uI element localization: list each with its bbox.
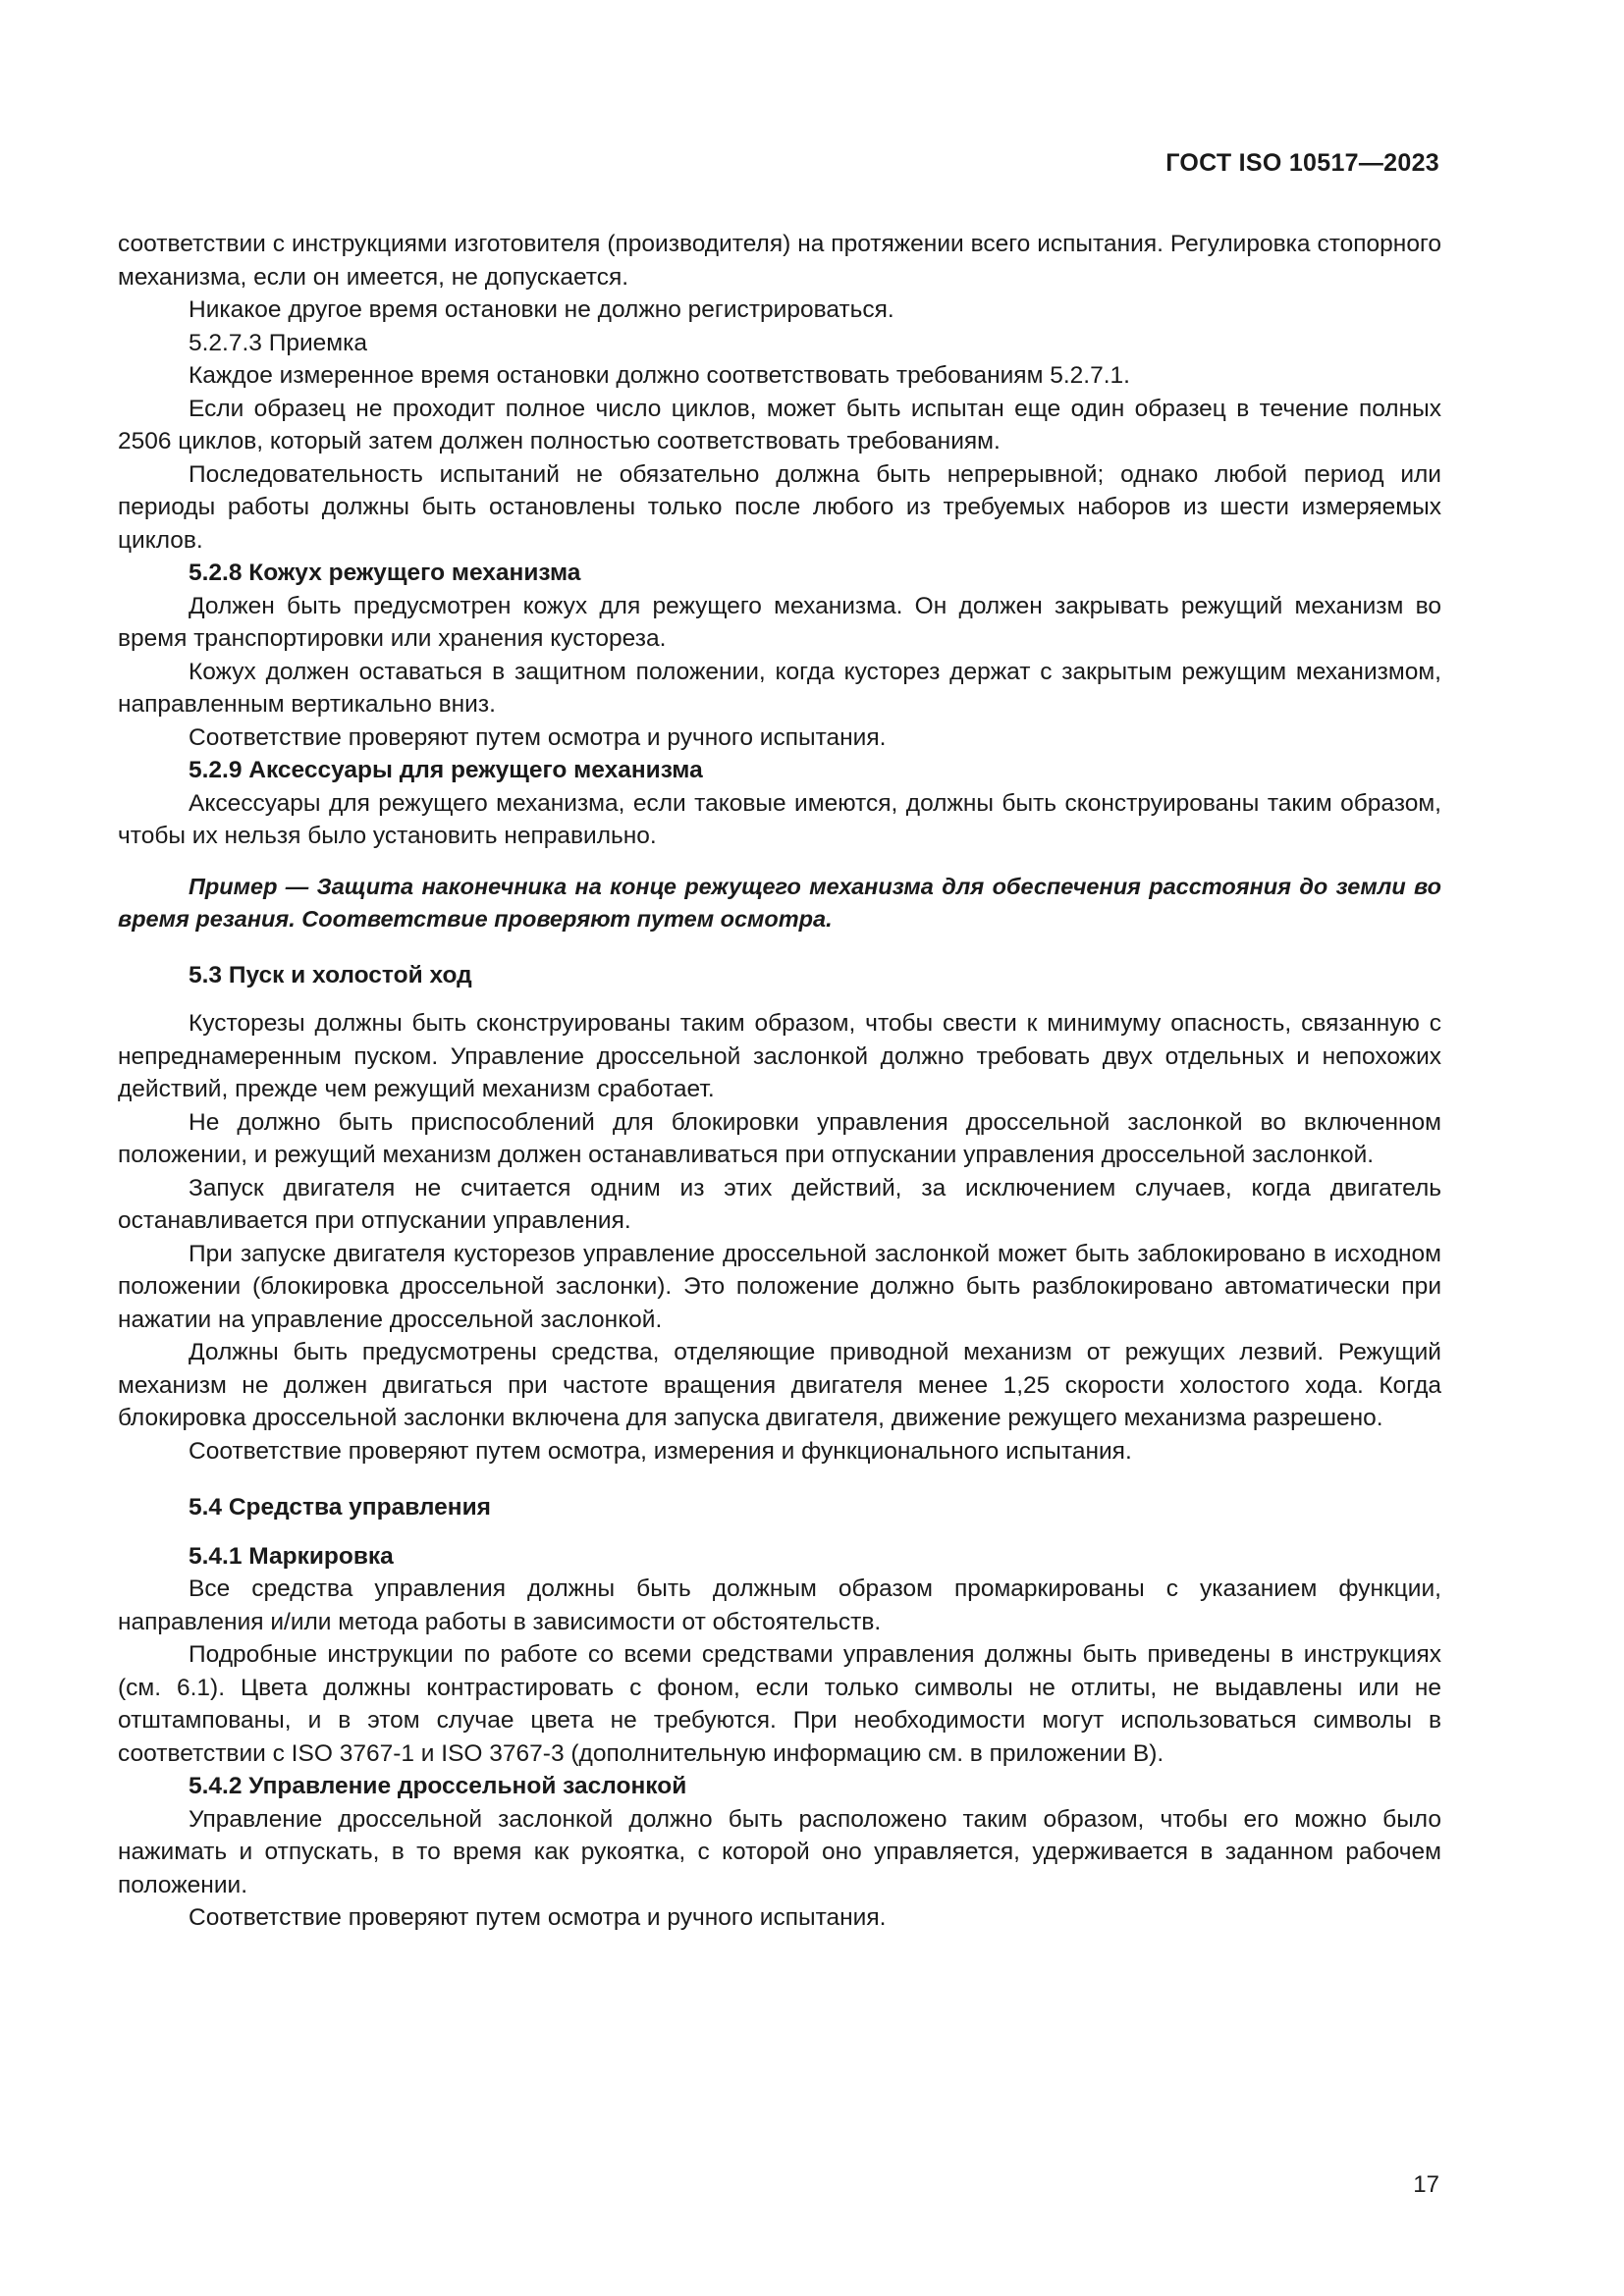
example-note: Пример — Защита наконечника на конце режущего механизма для обеспечения расстояния до земли во время резания. Соответствие проверяют путем осмотра. bbox=[118, 873, 1441, 932]
document-code-header: ГОСТ ISO 10517—2023 bbox=[1165, 149, 1439, 177]
subclause-title-5-2-7-3: 5.2.7.3 Приемка bbox=[189, 329, 368, 356]
paragraph: Запуск двигателя не считается одним из этих действий, за исключением случаев, когда двигатель останавливается при отпускании управления. bbox=[118, 1174, 1441, 1234]
paragraph: Не должно быть приспособлений для блокировки управления дроссельной заслонкой во включенном положении, и режущий механизм должен останавливаться при отпускании управления дроссельной заслонкой. bbox=[118, 1108, 1441, 1168]
paragraph: Должен быть предусмотрен кожух для режущего механизма. Он должен закрывать режущий механизм во время транспортировки или хранения кустореза. bbox=[118, 592, 1441, 652]
paragraph: соответствии с инструкциями изготовителя (производителя) на протяжении всего испытания. Регулировка стопорного механизма, если он имеется, не допускается. bbox=[118, 231, 1441, 291]
section-heading-5-2-8: 5.2.8 Кожух режущего механизма bbox=[189, 560, 581, 586]
paragraph: Управление дроссельной заслонкой должно быть расположено таким образом, чтобы его можно было нажимать и отпускать, в то время как рукоятка, с которой оно управляется, удерживается в заданном рабочем положении. bbox=[118, 1805, 1441, 1898]
paragraph: Аксессуары для режущего механизма, если таковые имеются, должны быть сконструированы таким образом, чтобы их нельзя было установить неправильно. bbox=[118, 789, 1441, 849]
paragraph: Кусторезы должны быть сконструированы таким образом, чтобы свести к минимуму опасность, связанную с непреднамеренным пуском. Управление дроссельной заслонкой должно требовать двух отдельных и непохожих действий, прежде чем режущий механизм сработает. bbox=[118, 1010, 1441, 1102]
paragraph: Соответствие проверяют путем осмотра, измерения и функционального испытания. bbox=[189, 1437, 1132, 1465]
document-body bbox=[118, 228, 1441, 1935]
section-heading-5-4-2: 5.4.2 Управление дроссельной заслонкой bbox=[189, 1773, 687, 1799]
paragraph: Соответствие проверяют путем осмотра и ручного испытания. bbox=[189, 723, 887, 751]
paragraph: Подробные инструкции по работе со всеми средствами управления должны быть приведены в инструкциях (см. 6.1). Цвета должны контрастировать с фоном, если только символы не отлиты, не выдавлены или не отштампованы, и в этом случае цвета не требуются. При необходимости могут использоваться символы в соответствии с ISO 3767-1 и ISO 3767-3 (дополнительную информацию см. в приложении В). bbox=[118, 1641, 1441, 1767]
section-heading-5-4-1: 5.4.1 Маркировка bbox=[189, 1542, 394, 1570]
paragraph: Если образец не проходит полное число циклов, может быть испытан еще один образец в течение полных 2506 циклов, который затем должен полностью соответствовать требованиям. bbox=[118, 395, 1441, 454]
paragraph: Все средства управления должны быть должным образом промаркированы с указанием функции, направления и/или метода работы в зависимости от обстоятельств. bbox=[118, 1575, 1441, 1635]
paragraph: Последовательность испытаний не обязательно должна быть непрерывной; однако любой период или периоды работы должны быть остановлены только после любого из требуемых наборов из шести измеряемых циклов. bbox=[118, 460, 1441, 554]
paragraph: Кожух должен оставаться в защитном положении, когда кусторез держат с закрытым режущим механизмом, направленным вертикально вниз. bbox=[118, 658, 1441, 718]
paragraph: При запуске двигателя кусторезов управление дроссельной заслонкой может быть заблокировано в исходном положении (блокировка дроссельной заслонки). Это положение должно быть разблокировано автоматически при нажатии на управление дроссельной заслонкой. bbox=[118, 1240, 1441, 1333]
paragraph: Должны быть предусмотрены средства, отделяющие приводной механизм от режущих лезвий. Режущий механизм не должен двигаться при частоте вращения двигателя менее 1,25 скорости холостого хода. Когда блокировка дроссельной заслонки включена для запуска двигателя, движение режущего механизма разрешено. bbox=[118, 1339, 1441, 1431]
paragraph: Каждое измеренное время остановки должно соответствовать требованиям 5.2.7.1. bbox=[189, 362, 1130, 389]
page-number: 17 bbox=[1413, 2171, 1439, 2198]
section-heading-5-3: 5.3 Пуск и холостой ход bbox=[189, 961, 472, 988]
paragraph: Соответствие проверяют путем осмотра и ручного испытания. bbox=[189, 1904, 887, 1931]
section-heading-5-4: 5.4 Средства управления bbox=[189, 1494, 491, 1521]
section-heading-5-2-9: 5.2.9 Аксессуары для режущего механизма bbox=[189, 757, 703, 783]
paragraph: Никакое другое время остановки не должно регистрироваться. bbox=[189, 296, 894, 323]
